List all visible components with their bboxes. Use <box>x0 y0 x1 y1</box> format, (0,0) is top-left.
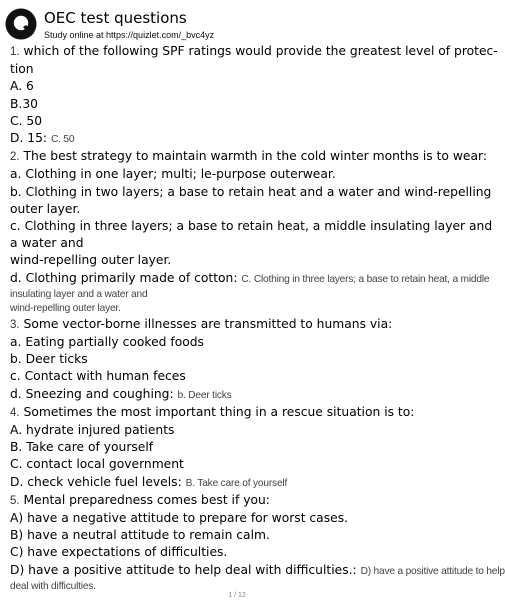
answer-option: wind-repelling outer layer. <box>10 253 172 268</box>
document-title: OEC test questions <box>44 9 187 27</box>
quizlet-logo-icon <box>4 7 38 41</box>
question-text-continued: tion <box>10 62 34 77</box>
question-text: Mental preparedness comes best if you: <box>23 492 270 507</box>
answer-option: D. check vehicle fuel levels: <box>10 474 182 489</box>
question-number: 2. <box>10 151 20 164</box>
question-text: which of the following SPF ratings would provide the greatest level of protec- <box>23 44 498 58</box>
answer-option: d. Sneezing and coughing: <box>10 386 174 401</box>
answer-option: b. Deer ticks <box>10 352 88 367</box>
answer-option: d. Clothing primarily made of cotton: <box>10 270 238 285</box>
correct-answer-continued: insulating layer and a water and <box>10 288 148 300</box>
answer-option: C. contact local government <box>10 457 184 472</box>
answer-option: B.30 <box>10 96 38 111</box>
question-number: 3. <box>10 318 20 331</box>
question-text: The best strategy to maintain warmth in the cold winter months is to wear: <box>23 149 487 164</box>
answer-option: A) have a negative attitude to prepare for worst cases. <box>10 511 349 526</box>
question-number: 5. <box>10 494 20 507</box>
answer-option: a. Eating partially cooked foods <box>10 335 204 350</box>
answer-option: a. Clothing in one layer; multi; le-purpose outerwear. <box>10 167 336 182</box>
answer-option: outer layer. <box>10 201 81 216</box>
correct-answer: b. Deer ticks <box>177 389 232 401</box>
study-online-link[interactable]: Study online at https://quizlet.com/_bvc4yz <box>44 30 215 40</box>
answer-option: C) have expectations of difficulties. <box>10 545 228 560</box>
question-number: 4. <box>10 406 20 419</box>
answer-option: B. Take care of yourself <box>10 440 154 455</box>
answer-option: c. Contact with human feces <box>10 369 186 384</box>
correct-answer-continued: deal with difficulties. <box>10 580 96 592</box>
answer-option: D. 15: <box>10 131 48 146</box>
question-text: Some vector-borne illnesses are transmitted to humans via: <box>23 316 393 331</box>
question-1 <box>10 43 498 148</box>
question-4 <box>10 404 468 492</box>
question-5 <box>10 492 505 594</box>
correct-answer-continued: wind-repelling outer layer. <box>10 302 121 314</box>
question-3 <box>10 316 468 404</box>
correct-answer: B. Take care of yourself <box>185 477 288 489</box>
correct-answer: D) have a positive attitude to help <box>360 565 505 577</box>
answer-option: A. hydrate injured patients <box>10 423 175 438</box>
answer-option: B) have a neutral attitude to remain calm. <box>10 528 270 543</box>
correct-answer: C. Clothing in three layers; a base to retain heat, a middle <box>241 273 490 285</box>
answer-option: C. 50 <box>10 113 43 128</box>
question-text: Sometimes the most important thing in a rescue situation is to: <box>23 404 415 419</box>
question-2 <box>10 148 493 316</box>
answer-option: b. Clothing in two layers; a base to retain heat and a water and wind-repelling <box>10 184 492 199</box>
answer-option: D) have a positive attitude to help deal with difficulties.: <box>10 562 357 577</box>
question-number: 1. <box>10 46 20 58</box>
answer-option: a water and <box>10 236 84 251</box>
questions-list <box>10 43 505 594</box>
document-header <box>4 5 470 45</box>
correct-answer: C. 50 <box>51 134 75 146</box>
answer-option: c. Clothing in three layers; a base to retain heat, a middle insulating layer and <box>10 219 493 234</box>
answer-option: A. 6 <box>10 79 34 94</box>
page-number: 1 / 12 <box>228 592 246 599</box>
